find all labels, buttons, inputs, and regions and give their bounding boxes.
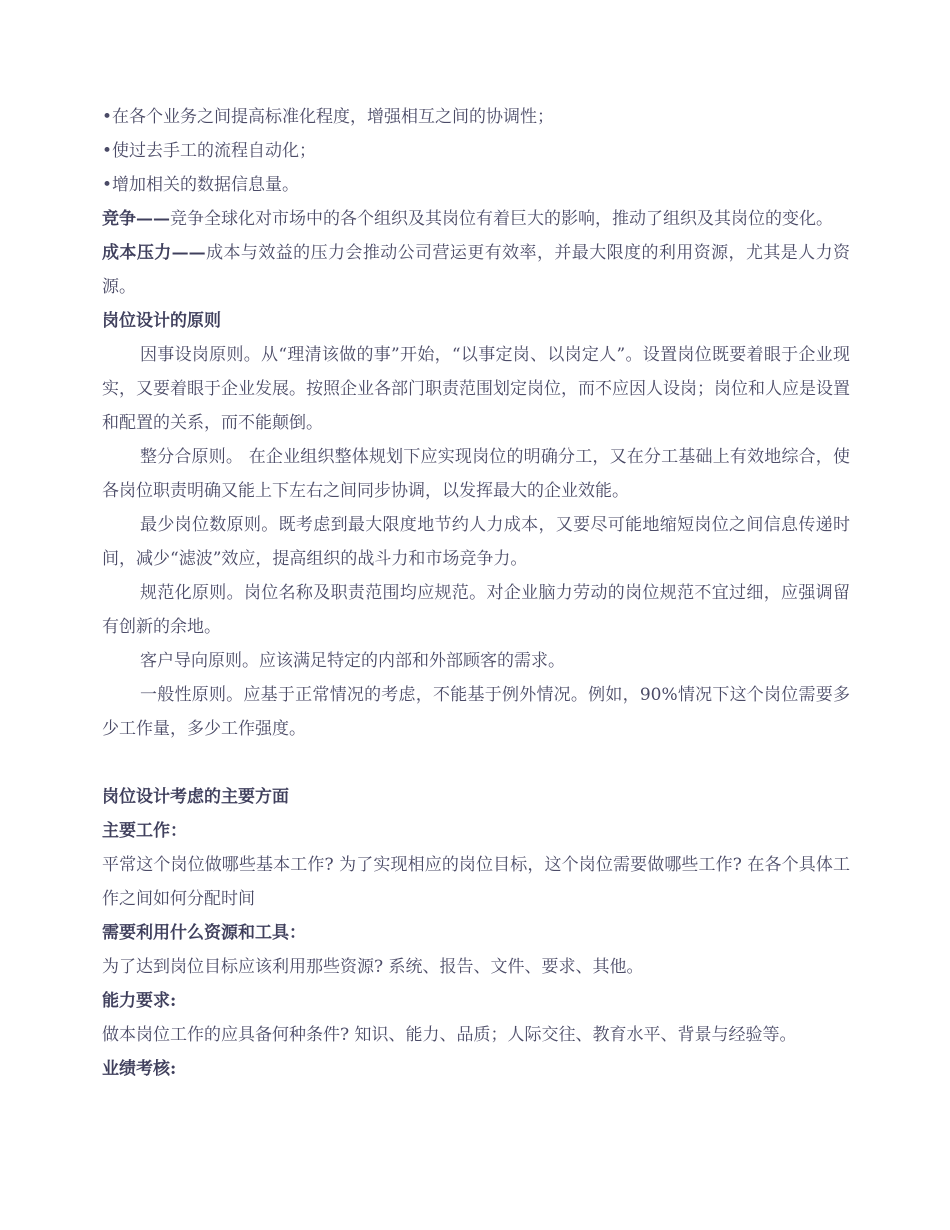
cost-text: 成本与效益的压力会推动公司营运更有效率，并最大限度的利用资源，尤其是人力资源。 (102, 243, 851, 297)
principle-paragraph: 规范化原则。岗位名称及职责范围均应规范。对企业脑力劳动的岗位规范不宜过细，应强调留有创新的余地。 (102, 583, 850, 637)
competition-term: 竞争—— (102, 209, 170, 229)
principle-paragraph: 整分合原则。 在企业组织整体规划下应实现岗位的明确分工，又在分工基础上有效地综合，使各岗位职责明确又能上下左右之间同步协调，以发挥最大的企业效能。 (102, 447, 850, 501)
document-page (102, 100, 850, 1086)
principle-paragraph: 客户导向原则。应该满足特定的内部和外部顾客的需求。 (140, 651, 565, 671)
main-work-label: 主要工作： (102, 821, 187, 841)
aspects-heading: 岗位设计考虑的主要方面 (102, 787, 289, 807)
resources-label: 需要利用什么资源和工具： (102, 923, 306, 943)
principles-heading: 岗位设计的原则 (102, 311, 221, 331)
cost-paragraph (102, 236, 850, 304)
ability-label: 能力要求: (102, 991, 177, 1011)
bullet-item: •使过去手工的流程自动化； (102, 141, 317, 161)
cost-term: 成本压力—— (102, 243, 206, 263)
principle-paragraph: 最少岗位数原则。既考虑到最大限度地节约人力成本，又要尽可能地缩短岗位之间信息传递时间，减少“滤波”效应，提高组织的战斗力和市场竞争力。 (102, 515, 850, 569)
competition-text: 竞争全球化对市场中的各个组织及其岗位有着巨大的影响，推动了组织及其岗位的变化。 (170, 209, 833, 229)
resources-text: 为了达到岗位目标应该利用那些资源? 系统、报告、文件、要求、其他。 (102, 957, 644, 977)
competition-paragraph (102, 202, 850, 236)
blank-line (102, 746, 850, 780)
bullet-item: •在各个业务之间提高标准化程度，增强相互之间的协调性； (102, 107, 555, 127)
principle-paragraph: 因事设岗原则。从“理清该做的事”开始，“以事定岗、以岗定人”。设置岗位既要着眼于企业现实，又要着眼于企业发展。按照企业各部门职责范围划定岗位，而不应因人设岗；岗位和人应是设置和配置的关系，而不能颠倒。 (102, 345, 850, 433)
main-work-text: 平常这个岗位做哪些基本工作? 为了实现相应的岗位目标，这个岗位需要做哪些工作? 在各个具体工作之间如何分配时间 (102, 855, 850, 909)
ability-text: 做本岗位工作的应具备何种条件? 知识、能力、品质；人际交往、教育水平、背景与经验等。 (102, 1025, 797, 1045)
bullet-item: •增加相关的数据信息量。 (102, 175, 300, 195)
principle-paragraph: 一般性原则。应基于正常情况的考虑，不能基于例外情况。例如，90%情况下这个岗位需要多少工作量，多少工作强度。 (102, 685, 850, 739)
performance-label: 业绩考核: (102, 1059, 177, 1079)
